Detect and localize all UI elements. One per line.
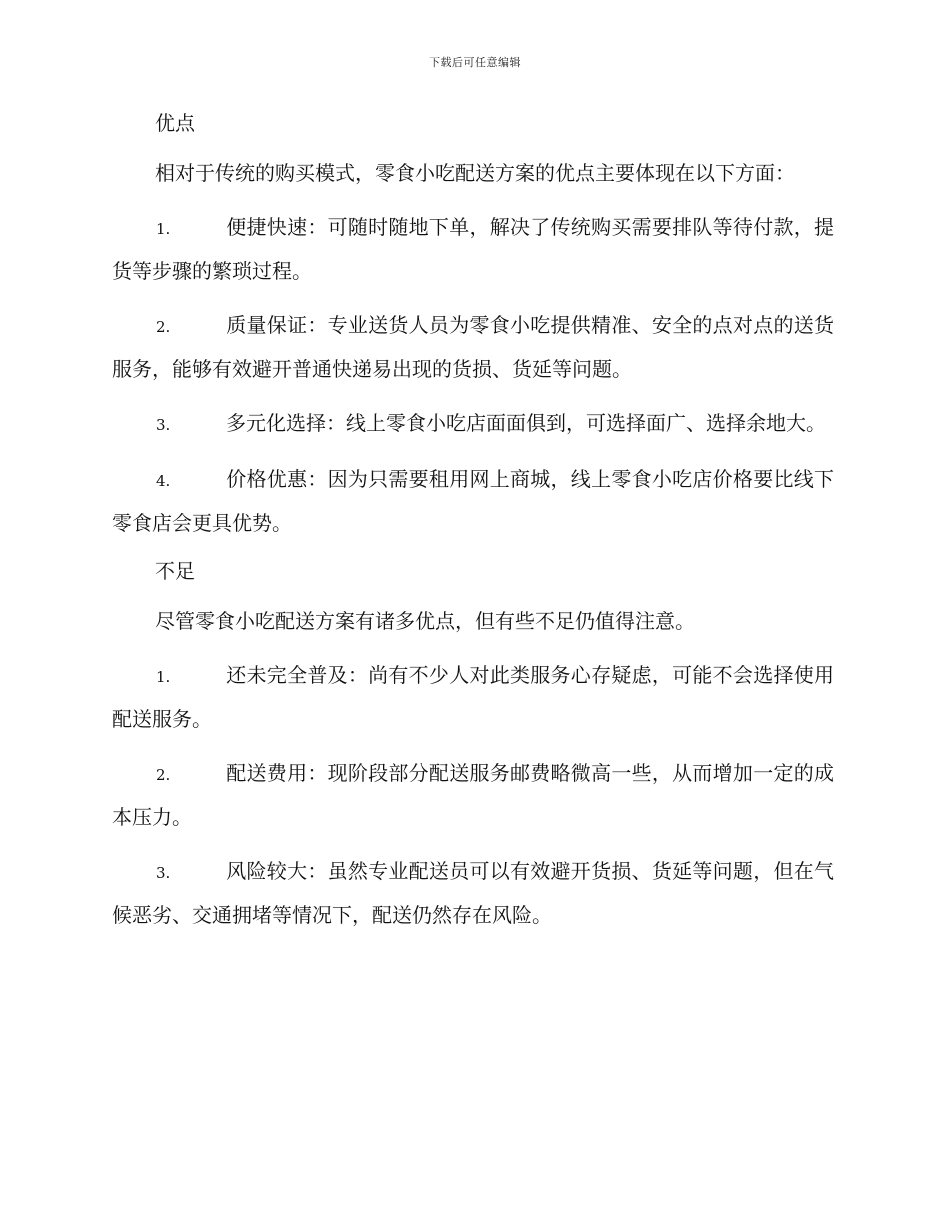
list-item-number: 4. [156,472,171,490]
list-item [112,402,834,446]
list-item-text: 便捷快速：可随时随地下单，解决了传统购买需要排队等待付款，提货等步骤的繁琐过程。 [112,215,834,283]
list-item [112,206,834,292]
list-item [112,850,834,936]
list-item [112,752,834,838]
section-heading-advantages: 优点 [155,111,195,135]
document-body [112,108,834,936]
list-item-number: 2. [156,318,171,336]
list-item-text: 质量保证：专业送货人员为零食小吃提供精准、安全的点对点的送货服务，能够有效避开普通快递易出现的货损、货延等问题。 [112,313,834,381]
list-item [112,654,834,740]
list-item-number: 1. [156,668,171,686]
disadvantages-intro: 尽管零食小吃配送方案有诸多优点，但有些不足仍值得注意。 [155,609,695,633]
page-header: 下载后可任意编辑 [429,56,521,69]
list-item [112,458,834,544]
list-item-number: 1. [156,220,171,238]
list-item-text: 价格优惠：因为只需要租用网上商城，线上零食小吃店价格要比线下零食店会更具优势。 [112,467,834,535]
list-item-text: 多元化选择：线上零食小吃店面面俱到，可选择面广、选择余地大。 [226,411,826,435]
section-heading-disadvantages: 不足 [155,559,195,583]
list-item-number: 2. [156,766,171,784]
list-item-number: 3. [156,416,171,434]
list-item-text: 风险较大：虽然专业配送员可以有效避开货损、货延等问题，但在气候恶劣、交通拥堵等情况下，配送仍然存在风险。 [112,859,834,927]
list-item-text: 配送费用：现阶段部分配送服务邮费略微高一些，从而增加一定的成本压力。 [112,761,834,829]
list-item [112,304,834,390]
list-item-text: 还未完全普及：尚有不少人对此类服务心存疑虑，可能不会选择使用配送服务。 [112,663,834,731]
list-item-number: 3. [156,864,171,882]
advantages-intro: 相对于传统的购买模式，零食小吃配送方案的优点主要体现在以下方面： [155,161,795,185]
